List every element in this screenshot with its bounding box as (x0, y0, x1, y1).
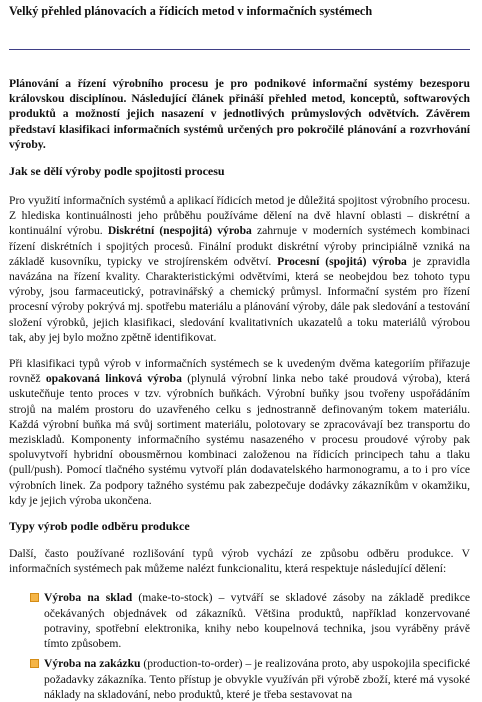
list-item-term: Výroba na zakázku (44, 657, 141, 671)
bold-term-discrete: Diskrétní (nespojitá) výroba (107, 224, 252, 238)
list-item (30, 590, 470, 651)
square-bullet-icon (30, 593, 39, 602)
text-run: Pro využití informačních systémů a aplikací řídicích metod je důležitá spojitost výrobního procesu. Z hlediska kontinuálnosti jeho průběhu používáme dělení na dvě hlavní oblasti – diskrétní a kontinuální výrobu. (9, 194, 470, 238)
text-run: je zpravidla navázána na řízení kvality. Charakteristickými odvětvími, která se neobejdou bez tohoto typu výroby, jsou farmaceutický, potravinářský a chemický průmysl. Informační systém pro řízení procesní výroby pokrývá mj. spotřebu materiálu a plánování výroby, dále pak sledování a testování složení výrobků, jejich klasifikaci, sledování kvalitativních ukazatelů a toku materiálů výrobou tak, aby jej bylo možno zpětně identifikovat. (9, 254, 471, 344)
text-run: Při klasifikaci typů výrob v informačních systémech se k uvedeným dvěma kategoriím přiřazuje rovněž (9, 357, 470, 386)
bold-term-process: Procesní (spojitá) výroba (277, 254, 407, 268)
lead-paragraph: Plánování a řízení výrobního procesu je pro podnikové informační systémy bezesporu královskou disciplínou. Následující článek přináší přehled metod, konceptů, softwarových produktů a možností jejich nasazení v jednotlivých průmyslových odvětvích. Závěrem představí klasifikaci informačních systémů určených pro pokročilé plánování a rozvrhování výroby. (9, 77, 470, 151)
text-run: (plynulá výrobní linka nebo také proudová výroba), která uskutečňuje tento proces v tzv. výrobních buňkách. Výrobní buňky jsou tvořeny uspořádáním strojů na malém prostoru do uzavřeného celku s jednostranně definovaným tokem materiálu. Každá výrobní buňka má svůj sortiment materiálu, polotovary se zpracovávají bez transportu do meziskladů. Komponenty informačního systému nasazeného v procesu proudové výroby pak spoluvytvoří hybridní obousměrnou kombinaci založenou na řídicích principech tahu a tlaku (pull/push). Pomocí tlačného systému vytvoří plán dodavatelského harmonogramu, a to i pro více výrobních linek. Za podpory tažného systému pak zabezpečuje dodávky zákazníkům v okamžiku, kdy je jejich výroba ukončena. (9, 372, 470, 507)
paragraph-repetitive-line (9, 356, 470, 508)
list-item-term: Výroba na sklad (44, 591, 133, 605)
list-item-text: (make-to-stock) – vytváří se skladové zásoby na základě predikce očekávaných objednávek od zákazníků. Většina produktů, například konzervované potraviny, spotřební elektronika, knihy nebo koupelnová technika, jsou vyráběny právě tímto způsobem. (44, 591, 470, 651)
paragraph-discrete-continuous (9, 193, 470, 345)
section-heading-demand: Typy výrob podle odběru produkce (9, 519, 190, 534)
list-item (30, 656, 470, 702)
list-item-text: (production-to-order) – je realizována proto, aby uspokojila specifické požadavky zákazníka. Tento přístup je obvykle využíván při výrobě zboží, které má vysoké náklady na skladování, nebo produktů, které je třeba sestavovat na (44, 657, 470, 701)
section-heading-continuity: Jak se dělí výroby podle spojitosti procesu (9, 164, 225, 179)
text-run: zahrnuje v moderních systémech kombinaci řízení diskrétních i spojitých procesů. Finální produkt diskrétní výroby principiálně vzniká na základě kusovníku, typicky ve strojírenském odvětví. (9, 224, 470, 268)
production-types-list (9, 590, 470, 701)
article-title: Velký přehled plánovacích a řídicích metod v informačních systémech (9, 4, 373, 18)
paragraph-demand-intro: Další, často používané rozlišování typů výrob vychází ze způsobu odběru produkce. V informačních systémech pak můžeme nalézt funkcionalitu, která respektuje následující dělení: (9, 547, 470, 576)
square-bullet-icon (30, 659, 39, 668)
bold-term-repetitive: opakovaná linková výroba (45, 372, 182, 386)
